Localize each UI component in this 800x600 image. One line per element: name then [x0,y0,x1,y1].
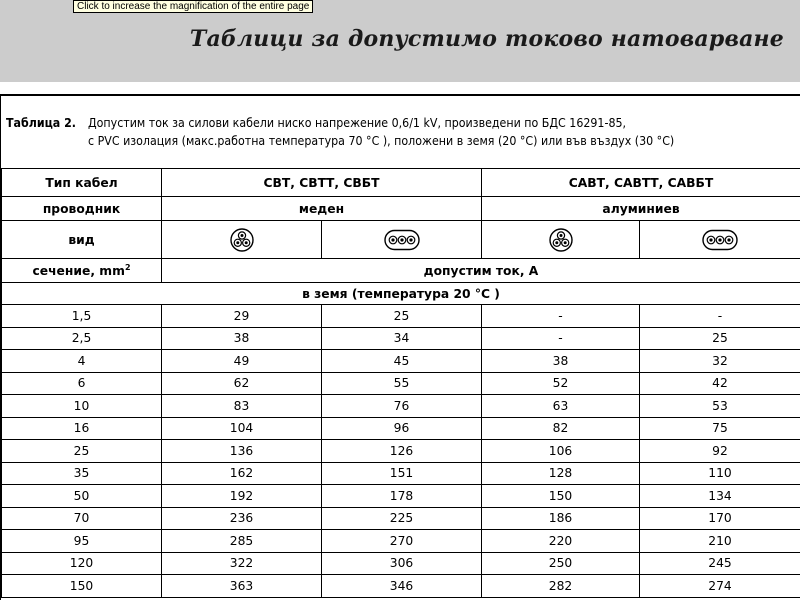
document-page [0,94,800,600]
cell-copper-trefoil: 29 [162,305,322,328]
cable-group-copper: СВТ, СВТТ, СВБТ [162,169,482,197]
section-label [2,259,162,283]
current-label: допустим ток, А [162,259,800,283]
cell-aluminium-flat: 75 [640,417,800,440]
trefoil-cable-icon [229,228,255,252]
table-row [2,372,800,395]
ampacity-table [1,168,800,598]
cell-aluminium-flat: 274 [640,575,800,598]
caption-line-2: с PVC изолация (макс.работна температура 70 °С ), положени в земя (20 °С) или във въздух (30 °С) [88,134,675,148]
conductor-copper: меден [162,197,482,221]
cell-section: 6 [2,372,162,395]
trefoil-cable-icon [548,228,574,252]
cell-copper-flat: 151 [322,462,482,485]
cell-aluminium-trefoil: 220 [482,530,640,553]
cell-section: 2,5 [2,327,162,350]
table-body [2,305,800,598]
cell-aluminium-trefoil: - [482,327,640,350]
cell-aluminium-flat: 92 [640,440,800,463]
page-title: Таблици за допустимо токово натоварване [189,26,784,52]
cell-copper-trefoil: 136 [162,440,322,463]
section-unit-sup: 2 [124,262,131,272]
cable-type-label: Тип кабел [2,169,162,197]
cell-section: 50 [2,485,162,508]
table-caption [6,114,796,150]
table-row [2,507,800,530]
cell-aluminium-trefoil: 186 [482,507,640,530]
section-label-text: сечение, mm [32,263,125,278]
cell-copper-trefoil: 363 [162,575,322,598]
cell-section: 16 [2,417,162,440]
view-label: вид [2,221,162,259]
cell-section: 1,5 [2,305,162,328]
cell-copper-flat: 306 [322,552,482,575]
cell-aluminium-flat: 245 [640,552,800,575]
table-row [2,395,800,418]
cell-section: 4 [2,350,162,373]
table-row [2,462,800,485]
table-row [2,440,800,463]
caption-line-1: Допустим ток за силови кабели ниско напрежение 0,6/1 kV, произведени по БДС 16291-85, [88,116,627,130]
cell-aluminium-flat: 25 [640,327,800,350]
conductor-aluminium: алуминиев [482,197,800,221]
caption-label: Таблица 2. [6,116,77,130]
cell-section: 150 [2,575,162,598]
cell-copper-trefoil: 322 [162,552,322,575]
cable-group-aluminium: САВТ, САВТТ, САВБТ [482,169,800,197]
cell-aluminium-flat: 110 [640,462,800,485]
cell-copper-trefoil: 83 [162,395,322,418]
subheader-in-ground: в земя (температура 20 °С ) [2,283,800,305]
view-cell [322,221,482,259]
cell-copper-trefoil: 104 [162,417,322,440]
cell-aluminium-flat: 210 [640,530,800,553]
cell-copper-trefoil: 62 [162,372,322,395]
cell-copper-flat: 178 [322,485,482,508]
table-row [2,485,800,508]
cell-aluminium-flat: - [640,305,800,328]
cell-aluminium-trefoil: 150 [482,485,640,508]
table-row [2,305,800,328]
cell-section: 25 [2,440,162,463]
cell-section: 95 [2,530,162,553]
cell-copper-trefoil: 192 [162,485,322,508]
cell-section: 70 [2,507,162,530]
cell-copper-flat: 55 [322,372,482,395]
cell-copper-flat: 225 [322,507,482,530]
cell-aluminium-trefoil: 82 [482,417,640,440]
cell-aluminium-trefoil: 106 [482,440,640,463]
cell-copper-trefoil: 49 [162,350,322,373]
cell-copper-flat: 270 [322,530,482,553]
cell-aluminium-trefoil: 128 [482,462,640,485]
table-row [2,327,800,350]
cell-aluminium-flat: 170 [640,507,800,530]
cell-aluminium-trefoil: 63 [482,395,640,418]
cell-section: 120 [2,552,162,575]
table-row [2,575,800,598]
cell-aluminium-trefoil: 282 [482,575,640,598]
view-cell [482,221,640,259]
cell-aluminium-trefoil: 250 [482,552,640,575]
cell-aluminium-trefoil: 38 [482,350,640,373]
cell-aluminium-flat: 53 [640,395,800,418]
cell-aluminium-flat: 134 [640,485,800,508]
cell-copper-flat: 45 [322,350,482,373]
cell-copper-flat: 76 [322,395,482,418]
table-row [2,350,800,373]
table-row [2,530,800,553]
flat-cable-icon [384,229,420,251]
cell-aluminium-flat: 42 [640,372,800,395]
flat-cable-icon [702,229,738,251]
cell-copper-flat: 25 [322,305,482,328]
view-cell [162,221,322,259]
cell-copper-flat: 96 [322,417,482,440]
cell-copper-trefoil: 38 [162,327,322,350]
magnify-tooltip: Click to increase the magnification of the entire page [73,0,313,13]
cell-copper-flat: 34 [322,327,482,350]
cell-section: 35 [2,462,162,485]
cell-section: 10 [2,395,162,418]
cell-copper-trefoil: 236 [162,507,322,530]
cell-copper-flat: 126 [322,440,482,463]
cell-aluminium-flat: 32 [640,350,800,373]
cell-copper-trefoil: 162 [162,462,322,485]
cell-copper-trefoil: 285 [162,530,322,553]
view-cell [640,221,800,259]
cell-copper-flat: 346 [322,575,482,598]
cell-aluminium-trefoil: - [482,305,640,328]
table-row [2,552,800,575]
table-row [2,417,800,440]
conductor-label: проводник [2,197,162,221]
cell-aluminium-trefoil: 52 [482,372,640,395]
